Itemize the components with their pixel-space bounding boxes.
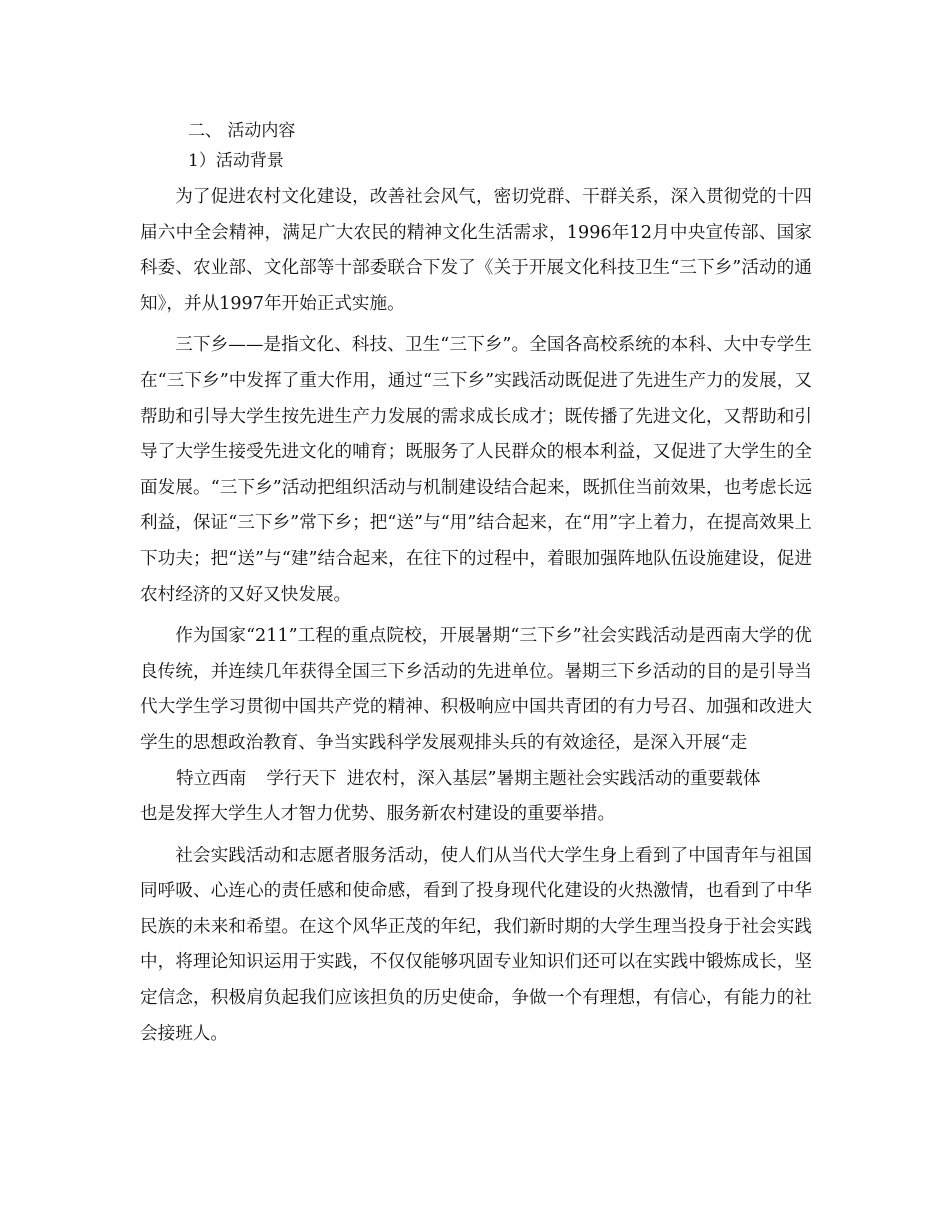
- motto-part-1: 特立西南: [176, 768, 247, 789]
- continuation-text: 进农村，深入基层”暑期主题社会实践活动的重要载体: [346, 768, 761, 789]
- paragraph-university-tradition: 作为国家“211”工程的重点院校，开展暑期“三下乡”社会实践活动是西南大学的优良传统，并连续几年获得全国三下乡活动的先进单位。暑期三下乡活动的目的是引导当代大学生学习贯彻中国共产党的精神、积极响应中国共青团的有力号召、加强和改进大学生的思想政治教育、争当实践科学发展观排头兵的有效途径，是深入开展“走: [140, 626, 812, 753]
- paragraph-social-practice: 社会实践活动和志愿者服务活动，使人们从当代大学生身上看到了中国青年与祖国同呼吸、心连心的责任感和使命感，看到了投身现代化建设的火热激情，也看到了中华民族的未来和希望。在这个风华正茂的年纪，我们新时期的大学生理当投身于社会实践中，将理论知识运用于实践，不仅仅能够巩固专业知识们还可以在实践中锻炼成长，坚定信念，积极肩负起我们应该担负的历史使命，争做一个有理想，有信心，有能力的社会接班人。: [140, 845, 812, 1044]
- paragraph-continuation-end: 也是发挥大学生人才智力优势、服务新农村建设的重要举措。: [140, 804, 616, 825]
- motto-part-2: 学行天下: [266, 768, 337, 789]
- section-heading: 二、 活动内容: [188, 121, 296, 141]
- paragraph-continuation-line: [140, 762, 812, 798]
- subsection-heading: 1）活动背景: [188, 151, 284, 171]
- paragraph-background: 为了促进农村文化建设，改善社会风气，密切党群、干群关系，深入贯彻党的十四届六中全会精神，满足广大农民的精神文化生活需求，1996年12月中央宣传部、国家科委、农业部、文化部等十部委联合下发了《关于开展文化科技卫生“三下乡”活动的通知》，并从1997年开始正式实施。: [140, 187, 812, 314]
- document-body: [140, 116, 812, 1052]
- paragraph-sanxiaxiang-definition: 三下乡——是指文化、科技、卫生“三下乡”。全国各高校系统的本科、大中专学生在“三下乡”中发挥了重大作用，通过“三下乡”实践活动既促进了先进生产力的发展，又帮助和引导大学生按先进生产力发展的需求成长成才；既传播了先进文化，又帮助和引导了大学生接受先进文化的哺育；既服务了人民群众的根本利益，又促进了大学生的全面发展。“三下乡”活动把组织活动与机制建设结合起来，既抓住当前效果，也考虑长远利益，保证“三下乡”常下乡；把“送”与“用”结合起来，在“用”字上着力，在提高效果上下功夫；把“送”与“建”结合起来，在往下的过程中，着眼加强阵地队伍设施建设，促进农村经济的又好又快发展。: [140, 335, 812, 605]
